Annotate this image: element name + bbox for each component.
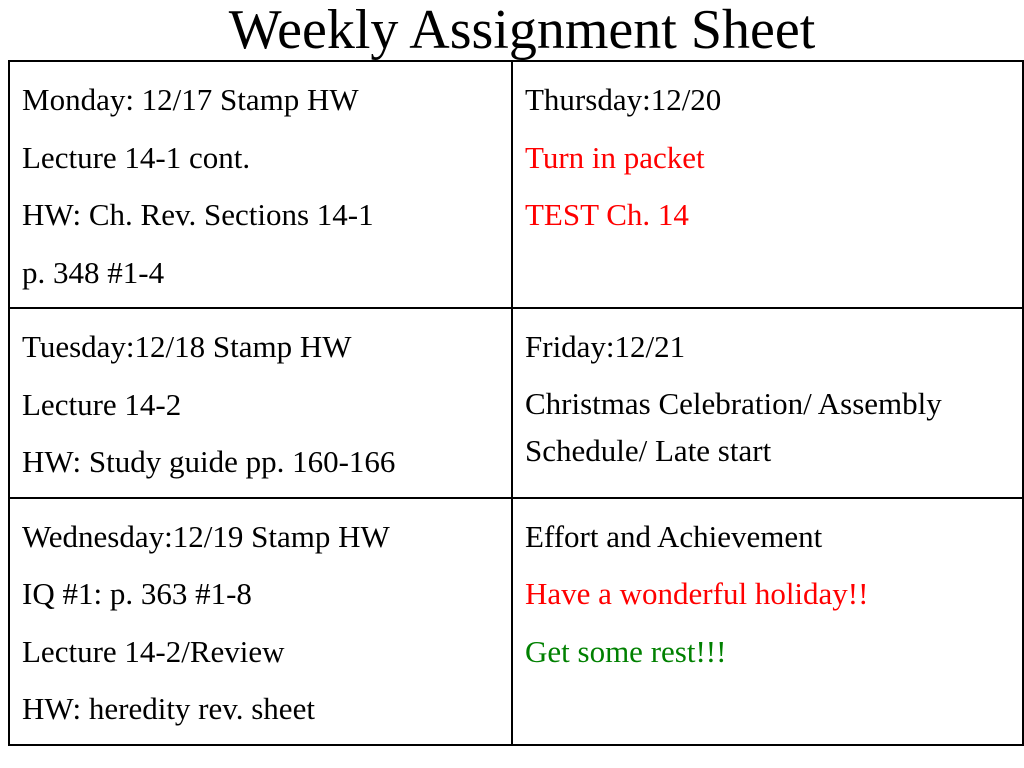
wednesday-quiz: IQ #1: p. 363 #1-8 [22,576,252,611]
friday-cell [512,308,1023,498]
friday-heading: Friday:12/21 [525,329,686,364]
thursday-packet: Turn in packet [525,139,705,175]
tuesday-heading: Tuesday:12/18 Stamp HW [22,329,352,364]
holiday-message: Have a wonderful holiday!! [525,576,869,611]
tuesday-homework: HW: Study guide pp. 160-166 [22,444,396,479]
tuesday-cell [9,308,512,498]
wednesday-homework: HW: heredity rev. sheet [22,691,315,726]
rest-message: Get some rest!!! [525,633,727,669]
wednesday-lecture: Lecture 14-2/Review [22,633,285,669]
monday-lecture: Lecture 14-1 cont. [22,139,251,175]
monday-cell [9,61,512,308]
monday-homework: HW: Ch. Rev. Sections 14-1 [22,197,374,232]
closing-cell [512,498,1023,745]
thursday-heading: Thursday:12/20 [525,82,722,117]
monday-pages: p. 348 #1-4 [22,254,165,290]
table-row [9,498,1023,745]
tuesday-lecture: Lecture 14-2 [22,386,182,422]
table-row [9,308,1023,498]
wednesday-cell [9,498,512,745]
assignment-table [8,60,1024,746]
wednesday-heading: Wednesday:12/19 Stamp HW [22,518,390,554]
thursday-test: TEST Ch. 14 [525,197,689,232]
table-row [9,61,1023,308]
page-title: Weekly Assignment Sheet [228,0,816,61]
closing-heading: Effort and Achievement [525,518,823,554]
thursday-cell [512,61,1023,308]
friday-note: Christmas Celebration/ Assembly Schedule/ Late start [525,385,942,468]
monday-heading: Monday: 12/17 Stamp HW [22,82,359,117]
